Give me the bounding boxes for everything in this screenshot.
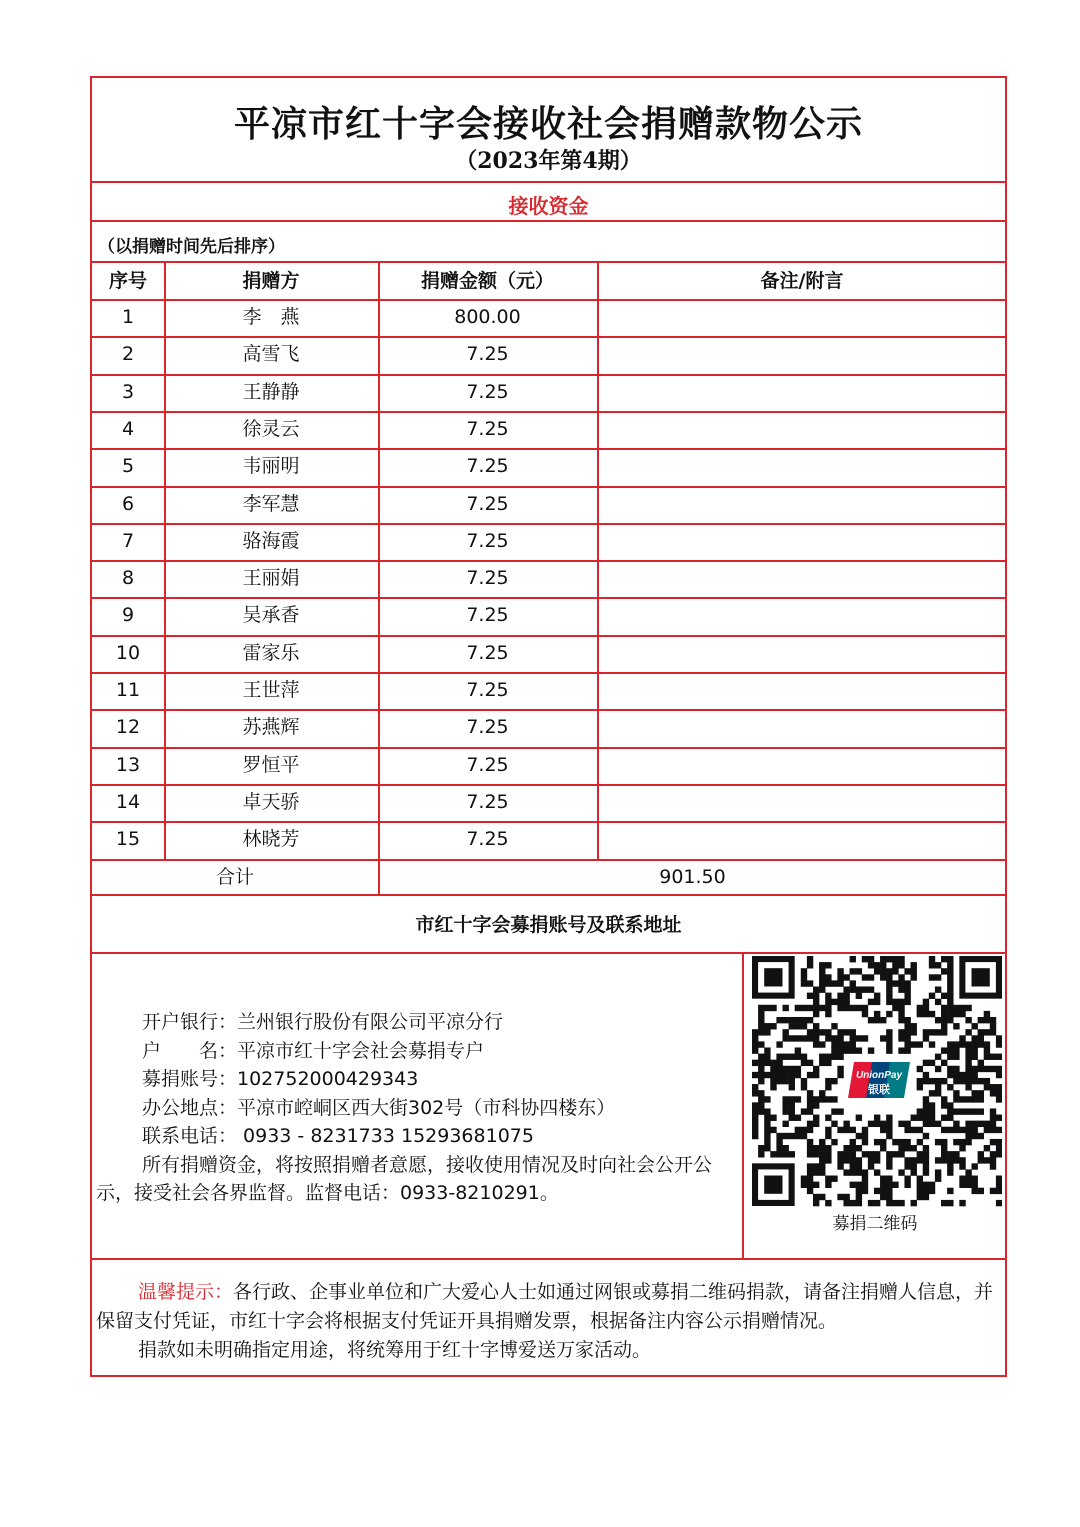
row-no: 10 bbox=[115, 641, 141, 664]
divider bbox=[92, 220, 1005, 222]
section-heading: 接收资金 bbox=[508, 194, 589, 218]
row-donor: 韦丽明 bbox=[242, 455, 300, 478]
divider bbox=[597, 261, 599, 859]
row-note bbox=[597, 448, 1007, 485]
divider bbox=[92, 784, 1005, 786]
row-amount: 7.25 bbox=[466, 679, 509, 701]
row-note bbox=[597, 709, 1007, 746]
issue-number: （2023年第4期） bbox=[455, 148, 642, 174]
divider bbox=[92, 523, 1005, 525]
svg-text:银联: 银联 bbox=[868, 1083, 890, 1096]
divider bbox=[92, 448, 1005, 450]
divider bbox=[92, 635, 1005, 637]
divider bbox=[92, 299, 1005, 301]
row-amount: 7.25 bbox=[466, 455, 509, 478]
row-note bbox=[597, 411, 1007, 448]
row-no: 15 bbox=[115, 828, 141, 851]
row-donor: 卓天骄 bbox=[242, 790, 300, 813]
divider bbox=[92, 859, 1005, 861]
row-note bbox=[597, 560, 1007, 597]
address-line: 办公地点：平凉市崆峒区西大街302号（市科协四楼东） bbox=[142, 1096, 616, 1119]
row-amount: 7.25 bbox=[466, 716, 509, 739]
row-amount: 7.25 bbox=[466, 380, 509, 403]
column-header-note: 备注/附言 bbox=[760, 270, 844, 292]
row-donor: 骆海霞 bbox=[242, 529, 300, 552]
divider bbox=[92, 411, 1005, 413]
notice-label: 温馨提示： bbox=[138, 1281, 234, 1303]
divider bbox=[92, 747, 1005, 749]
unionpay-logo bbox=[848, 1056, 910, 1102]
divider bbox=[92, 597, 1005, 599]
total-value: 901.50 bbox=[659, 866, 726, 888]
divider bbox=[92, 486, 1005, 488]
row-amount: 7.25 bbox=[466, 567, 509, 590]
bank-line: 开户银行：兰州银行股份有限公司平凉分行 bbox=[142, 1011, 504, 1033]
notice-text: 各行政、企事业单位和广大爱心人士如通过网银或募捐二维码捐款，请备注捐赠人信息，并保留支付凭证，市红十字会将根据支付凭证开具捐赠发票，根据备注内容公示捐赠情况。 bbox=[96, 1281, 994, 1332]
row-note bbox=[597, 597, 1007, 634]
notice bbox=[96, 1278, 1003, 1365]
statement-line: 所有捐赠资金，将按照捐赠者意愿，接收使用情况及时向社会公开公示，接受社会各界监督。监督电话：0933-8210291。 bbox=[96, 1153, 713, 1204]
row-donor: 吴承香 bbox=[242, 604, 300, 627]
phone-line: 联系电话： 0933 - 8231733 15293681075 bbox=[142, 1125, 534, 1147]
row-amount: 800.00 bbox=[454, 306, 521, 328]
divider bbox=[92, 181, 1005, 183]
column-header-no: 序号 bbox=[108, 270, 147, 292]
row-note bbox=[597, 523, 1007, 560]
row-note bbox=[597, 374, 1007, 411]
qr-label: 募捐二维码 bbox=[832, 1214, 918, 1234]
row-donor: 王静静 bbox=[242, 380, 300, 403]
row-no: 9 bbox=[121, 604, 135, 627]
total-label: 合计 bbox=[215, 866, 254, 888]
row-amount: 7.25 bbox=[466, 753, 509, 776]
page-title: 平凉市红十字会接收社会捐赠款物公示 bbox=[233, 104, 863, 145]
accounts-heading: 市红十字会募捐账号及联系地址 bbox=[415, 914, 682, 936]
row-donor: 罗恒平 bbox=[242, 753, 300, 776]
divider bbox=[92, 952, 1005, 954]
divider bbox=[164, 261, 166, 859]
account-info bbox=[92, 1008, 744, 1208]
divider bbox=[378, 261, 380, 859]
row-note bbox=[597, 486, 1007, 523]
row-donor: 林晓芳 bbox=[242, 828, 300, 851]
row-donor: 苏燕辉 bbox=[242, 716, 300, 739]
row-note bbox=[597, 336, 1007, 373]
row-amount: 7.25 bbox=[466, 529, 509, 552]
row-donor: 徐灵云 bbox=[242, 417, 300, 440]
row-donor: 李军慧 bbox=[242, 492, 300, 515]
divider bbox=[92, 894, 1005, 896]
row-no: 3 bbox=[121, 380, 135, 403]
svg-text:UnionPay: UnionPay bbox=[855, 1070, 903, 1081]
row-no: 1 bbox=[121, 306, 135, 328]
divider bbox=[92, 709, 1005, 711]
divider bbox=[378, 859, 380, 895]
divider bbox=[92, 336, 1005, 338]
row-note bbox=[597, 747, 1007, 784]
row-no: 2 bbox=[121, 343, 135, 366]
row-no: 12 bbox=[115, 716, 141, 739]
row-amount: 7.25 bbox=[466, 343, 509, 366]
row-no: 7 bbox=[121, 529, 135, 552]
donation-notice-sheet bbox=[90, 76, 1007, 1377]
column-header-donor: 捐赠方 bbox=[242, 270, 300, 292]
row-no: 13 bbox=[115, 753, 141, 776]
divider bbox=[92, 560, 1005, 562]
account-name-line: 户 名：平凉市红十字会社会募捐专户 bbox=[142, 1039, 485, 1062]
donation-qr-code bbox=[752, 956, 1002, 1208]
divider bbox=[92, 1258, 1005, 1260]
row-donor: 李 燕 bbox=[242, 306, 300, 328]
account-number-line: 募捐账号：102752000429343 bbox=[142, 1068, 419, 1090]
row-note bbox=[597, 672, 1007, 709]
row-no: 8 bbox=[121, 567, 135, 590]
notice-usage: 捐款如未明确指定用途，将统筹用于红十字博爱送万家活动。 bbox=[138, 1339, 652, 1361]
divider bbox=[92, 672, 1005, 674]
row-donor: 雷家乐 bbox=[242, 641, 300, 664]
row-amount: 7.25 bbox=[466, 492, 509, 515]
order-note: （以捐赠时间先后排序） bbox=[98, 237, 285, 257]
row-note bbox=[597, 784, 1007, 821]
row-amount: 7.25 bbox=[466, 641, 509, 664]
row-note bbox=[597, 821, 1007, 858]
divider bbox=[92, 374, 1005, 376]
row-donor: 王丽娟 bbox=[242, 567, 300, 590]
row-no: 6 bbox=[121, 492, 135, 515]
row-no: 4 bbox=[121, 417, 135, 440]
row-no: 5 bbox=[121, 455, 135, 478]
column-header-amount: 捐赠金额（元） bbox=[420, 270, 554, 292]
row-amount: 7.25 bbox=[466, 828, 509, 851]
row-no: 14 bbox=[115, 790, 141, 813]
divider bbox=[92, 821, 1005, 823]
row-amount: 7.25 bbox=[466, 417, 509, 440]
row-amount: 7.25 bbox=[466, 790, 509, 813]
row-amount: 7.25 bbox=[466, 604, 509, 627]
row-donor: 王世萍 bbox=[242, 679, 300, 701]
row-donor: 高雪飞 bbox=[242, 343, 300, 366]
row-no: 11 bbox=[115, 679, 141, 701]
row-note bbox=[597, 299, 1007, 336]
notice-paragraph bbox=[96, 1278, 1003, 1336]
row-note bbox=[597, 635, 1007, 672]
